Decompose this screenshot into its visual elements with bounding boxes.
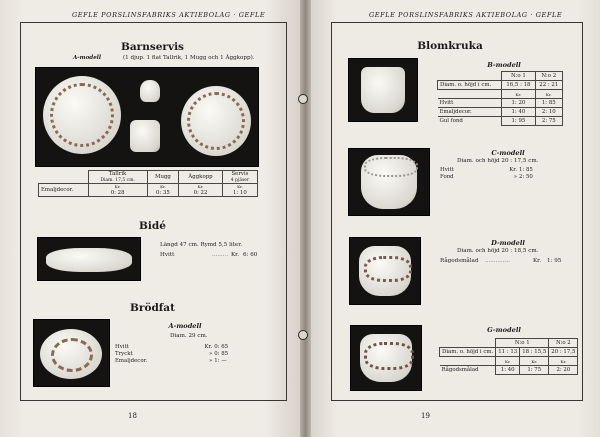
- book-gutter: [300, 0, 311, 437]
- g-price-3: 2: 20: [549, 366, 578, 375]
- binding-ring-top: [298, 94, 308, 104]
- g-price-1: 1: 40: [496, 366, 520, 375]
- b-row-gul: Gul fond: [438, 117, 502, 126]
- bide-kr: Kr.: [231, 252, 240, 258]
- blomkruka-title: Blomkruka: [417, 40, 483, 52]
- bide-dots: .........: [212, 252, 229, 258]
- brodfat-title: Brödfat: [130, 302, 175, 314]
- brodfat-photo: [33, 319, 110, 387]
- d-model-label: D-modell: [491, 239, 525, 247]
- g-price-2: 1: 75: [520, 366, 549, 375]
- barnservis-title: Barnservis: [121, 41, 184, 53]
- bide-size: Längd 47 cm. Rymd 5,5 liter.: [160, 242, 243, 248]
- empty-cell: [438, 90, 502, 99]
- empty-cell: [440, 339, 496, 348]
- b-kr-1: Kr.: [502, 90, 535, 99]
- barnservis-price-table: [38, 170, 258, 197]
- d-price: 1: 95: [547, 258, 562, 264]
- col-tallrik: Tallrik Diam. 17,5 cm.: [88, 171, 147, 184]
- empty-cell: [440, 357, 496, 366]
- b-gul-2: 2: 75: [535, 117, 562, 126]
- c-row-0: Hvitt Kr. 1: 85: [440, 166, 533, 173]
- plate-decor: [50, 83, 114, 147]
- g-size-label: Diam. o. höjd i cm.: [440, 348, 496, 357]
- g-model-photo: [350, 325, 422, 391]
- d-kr: Kr.: [533, 258, 542, 264]
- d-row-label: Rågodsmålad: [440, 258, 479, 264]
- c-pot-rim-decor: [364, 157, 418, 177]
- egg-cup-image: [140, 80, 160, 102]
- c-model-size: Diam. och höjd 20 : 17,5 cm.: [457, 158, 539, 164]
- g-kr-2: Kr.: [520, 357, 549, 366]
- brodfat-decor: [51, 338, 93, 372]
- b-size-1: 16,5 : 18: [502, 81, 535, 90]
- left-page-number: 18: [128, 412, 137, 420]
- b-emalj-1: 1: 40: [502, 108, 535, 117]
- brodfat-row-0: Hvitt Kr. 0: 65: [115, 343, 229, 350]
- empty-cell: [39, 171, 89, 184]
- b-size-label: Diam. o. höjd i cm.: [438, 81, 502, 90]
- g-col-2: N:o 2: [549, 339, 578, 348]
- barnservis-contents: (1 djup. 1 flat Tallrik, 1 Mugg och 1 Äggkopp).: [123, 55, 255, 61]
- g-kr-1: Kr.: [496, 357, 520, 366]
- brodfat-price-list: [114, 343, 249, 364]
- g-row-label: Rågodsmålad: [440, 366, 496, 375]
- price-servis: Kr. 1: 10: [222, 184, 257, 197]
- left-page-header: GEFLE PORSLINSFABRIKS AKTIEBOLAG · GEFLE: [72, 11, 266, 19]
- d-dots: ..............: [485, 258, 510, 264]
- mug-image: [130, 120, 160, 152]
- b-col-1: N:o 1: [502, 72, 535, 81]
- right-page-number: 19: [421, 412, 430, 420]
- bide-price: 6: 60: [243, 252, 258, 258]
- c-model-label: C-modell: [491, 149, 525, 157]
- c-model-photo: [348, 148, 430, 216]
- c-row-1: Fond » 2: 50: [440, 173, 533, 180]
- bide-photo: [37, 237, 141, 281]
- b-row-emalj: Emaljdecor.: [438, 108, 502, 117]
- bide-row-label: Hvitt: [160, 252, 175, 258]
- brodfat-row-1: Tryckt » 0: 85: [115, 350, 229, 357]
- b-size-2: 22 : 21: [535, 81, 562, 90]
- brodfat-model: A-modell: [168, 322, 202, 330]
- g-size-2: 18 : 15,5: [520, 348, 549, 357]
- bide-image: [46, 248, 132, 272]
- d-model-size: Diam. och höjd 20 : 18,5 cm.: [457, 248, 539, 254]
- b-row-hvitt: Hvitt: [438, 99, 502, 108]
- barnservis-model: A-modell: [73, 55, 102, 61]
- c-price-list: [439, 166, 567, 180]
- price-aggkopp: Kr. 0: 22: [179, 184, 223, 197]
- d-model-photo: [349, 237, 421, 305]
- g-model-label: G-modell: [487, 326, 521, 334]
- bide-title: Bidé: [139, 220, 166, 232]
- b-kr-2: Kr.: [535, 90, 562, 99]
- row-label: Emaljdecor.: [39, 184, 89, 197]
- d-pot-decor: [364, 256, 412, 282]
- g-size-3: 20 : 17,5: [549, 348, 578, 357]
- b-model-table: [437, 71, 563, 126]
- binding-ring-bottom: [298, 330, 308, 340]
- right-page: [311, 0, 600, 437]
- b-pot-image: [361, 67, 405, 113]
- b-model-label: B-modell: [487, 61, 521, 69]
- brodfat-row-2: Emaljdecor. » 1: —: [115, 357, 227, 364]
- g-pot-decor: [364, 342, 414, 370]
- empty-cell: [438, 72, 502, 81]
- b-col-2: N:o 2: [535, 72, 562, 81]
- price-tallrik: Kr. 0: 28: [88, 184, 147, 197]
- b-emalj-2: 2: 10: [535, 108, 562, 117]
- b-hvitt-2: 1: 85: [535, 99, 562, 108]
- plate-decor-2: [187, 92, 245, 150]
- b-gul-1: 1: 95: [502, 117, 535, 126]
- g-col-1: N:o 1: [496, 339, 549, 348]
- right-page-header: GEFLE PORSLINSFABRIKS AKTIEBOLAG · GEFLE: [369, 11, 563, 19]
- col-servis: Servis 4 pjäser: [222, 171, 257, 184]
- col-aggkopp: Äggkopp: [179, 171, 223, 184]
- g-size-1: 11 : 13: [496, 348, 520, 357]
- g-model-table: [439, 338, 578, 375]
- col-mugg: Mugg: [147, 171, 178, 184]
- barnservis-photo: [35, 67, 259, 167]
- b-model-photo: [348, 58, 418, 122]
- brodfat-size: Diam. 29 cm.: [170, 333, 208, 339]
- g-kr-3: Kr.: [549, 357, 578, 366]
- price-mugg: Kr. 0: 35: [147, 184, 178, 197]
- b-hvitt-1: 1: 20: [502, 99, 535, 108]
